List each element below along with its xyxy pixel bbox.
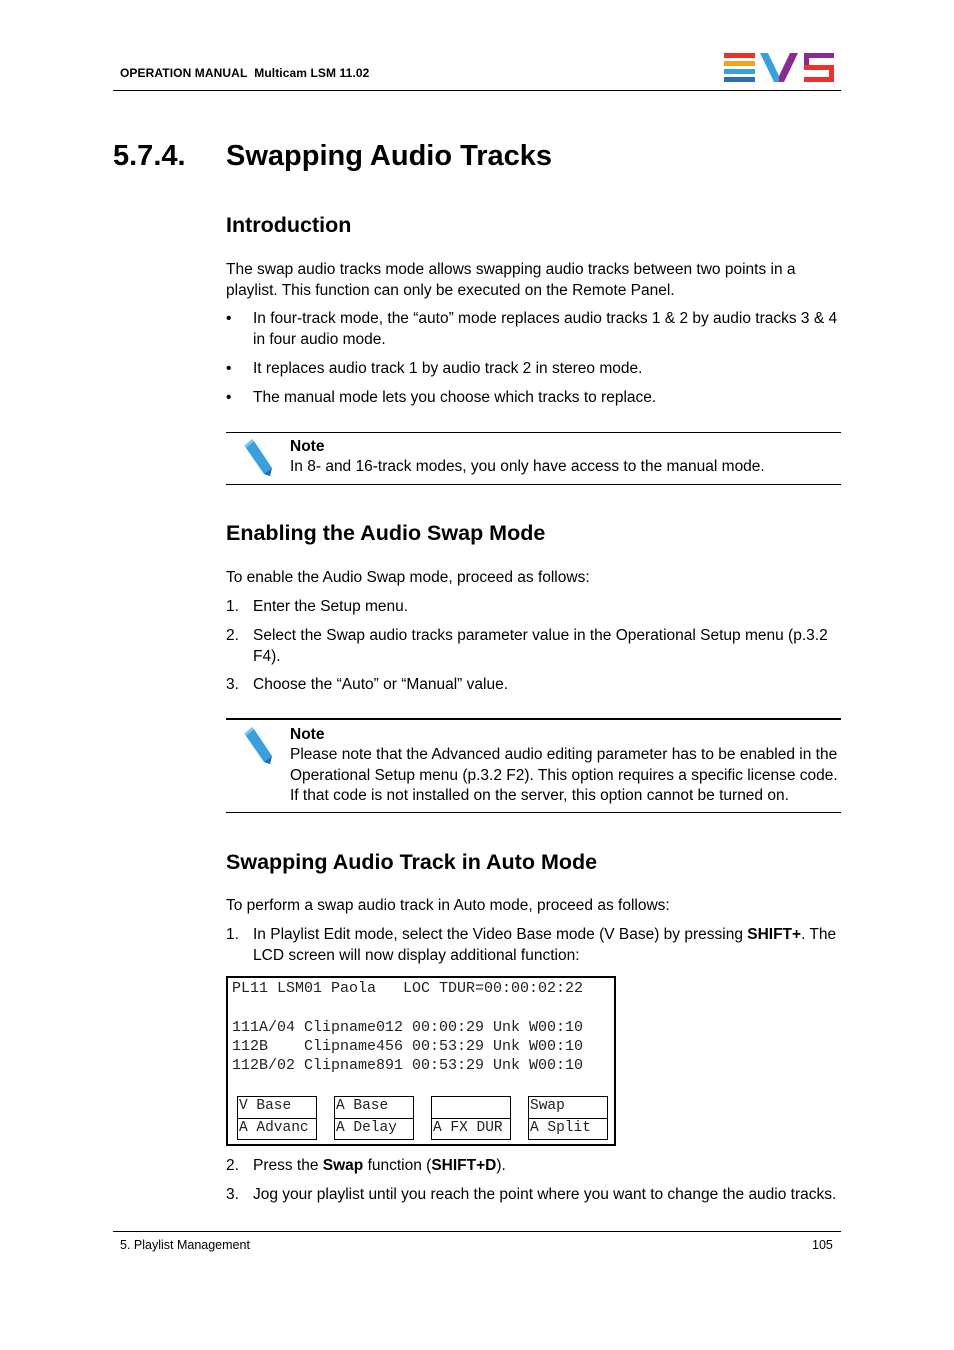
step-item xyxy=(226,596,841,617)
function-key-label: A FX DUR xyxy=(433,1120,503,1136)
introduction-paragraph xyxy=(226,259,841,301)
function-key-label: V Base xyxy=(239,1098,292,1114)
key-combo: SHIFT+D xyxy=(431,1157,497,1174)
manual-label: OPERATION MANUAL xyxy=(120,66,248,80)
product-label: Multicam LSM 11.02 xyxy=(254,66,370,80)
bullet-text: in four audio mode. xyxy=(253,331,386,348)
step-text: Choose the “Auto” or “Manual” value. xyxy=(253,676,509,693)
step-number: 1. xyxy=(226,598,239,615)
bullet-text: It replaces audio track 1 by audio track 2 in stereo mode. xyxy=(253,360,643,377)
note-line: Operational Setup menu (p.3.2 F2). This option requires a specific license code. xyxy=(290,766,838,784)
step-item xyxy=(226,924,841,966)
function-key-label: A Advanc xyxy=(239,1120,309,1136)
logo-e xyxy=(724,53,755,82)
header-rule xyxy=(113,90,841,91)
bullet-marker: • xyxy=(226,389,232,406)
step-number: 2. xyxy=(226,1157,239,1174)
bullet-marker: • xyxy=(226,360,232,377)
lcd-clip-row: 112B Clipname456 00:53:29 Unk W00:10 xyxy=(232,1038,584,1055)
step-text xyxy=(253,924,841,945)
bullet-item xyxy=(226,358,841,379)
logo-v xyxy=(760,53,798,82)
enabling-heading: Enabling the Audio Swap Mode xyxy=(226,521,546,545)
function-name: Swap xyxy=(322,1157,364,1174)
pencil-icon xyxy=(240,438,276,480)
lcd-status-line: PL11 LSM01 Paola LOC TDUR=00:00:02:22 xyxy=(232,980,584,997)
note-bottom-rule xyxy=(226,484,841,485)
footer-chapter: 5. Playlist Management xyxy=(120,1238,250,1252)
function-key-label: A Delay xyxy=(336,1120,397,1136)
logo-s xyxy=(804,53,834,82)
step-text: Select the Swap audio tracks parameter value in the Operational Setup menu (p.3.2 xyxy=(253,627,828,644)
auto-mode-heading: Swapping Audio Track in Auto Mode xyxy=(226,850,598,874)
step-item xyxy=(226,1155,841,1176)
step-item xyxy=(226,1184,841,1205)
note-text: In 8- and 16-track modes, you only have access to the manual mode. xyxy=(290,458,765,475)
step-item xyxy=(226,625,841,667)
note-label: Note xyxy=(290,726,325,743)
step-number: 1. xyxy=(226,926,239,943)
lcd-screen xyxy=(226,976,616,1146)
section-number: 5.7.4. xyxy=(113,140,186,172)
bullet-marker: • xyxy=(226,310,232,327)
step-number: 3. xyxy=(226,1186,239,1203)
bullet-text: In four-track mode, the “auto” mode replaces audio tracks 1 & 2 by audio tracks 3 & 4 xyxy=(253,310,838,327)
step-text xyxy=(253,1155,841,1176)
lcd-clip-row: 112B/02 Clipname891 00:53:29 Unk W00:10 xyxy=(232,1057,584,1074)
function-key-label: A Split xyxy=(530,1120,591,1136)
step-text: Enter the Setup menu. xyxy=(253,598,409,615)
lcd-clip-row: 111A/04 Clipname012 00:00:29 Unk W00:10 xyxy=(232,1019,584,1036)
key-combo: SHIFT+ xyxy=(747,926,802,943)
paragraph-line: The swap audio tracks mode allows swapping audio tracks between two points in a xyxy=(226,261,796,278)
footer-rule xyxy=(113,1231,841,1232)
lcd-function-key xyxy=(334,1096,414,1140)
note-top-rule xyxy=(226,718,841,720)
note-label: Note xyxy=(290,438,325,455)
step-text-part: . The xyxy=(801,926,837,943)
note-text xyxy=(290,745,841,807)
running-header xyxy=(120,66,369,80)
paragraph-line: playlist. This function can only be executed on the Remote Panel. xyxy=(226,282,675,299)
step-text: Jog your playlist until you reach the point where you want to change the audio tracks. xyxy=(253,1186,837,1203)
auto-mode-lead: To perform a swap audio track in Auto mode, proceed as follows: xyxy=(226,897,670,914)
enabling-lead: To enable the Audio Swap mode, proceed as follows: xyxy=(226,569,590,586)
note-line: If that code is not installed on the server, this option cannot be turned on. xyxy=(290,787,789,804)
pencil-icon xyxy=(240,726,276,768)
bullet-item xyxy=(226,308,841,350)
lcd-function-key xyxy=(431,1096,511,1140)
introduction-heading: Introduction xyxy=(226,213,352,237)
step-text-part: function ( xyxy=(363,1157,432,1174)
step-item xyxy=(226,674,841,695)
section-title: Swapping Audio Tracks xyxy=(226,140,553,172)
step-text-part: ). xyxy=(496,1157,506,1174)
bullet-item xyxy=(226,387,841,408)
lcd-function-key xyxy=(237,1096,317,1140)
note-line: Please note that the Advanced audio editing parameter has to be enabled in the xyxy=(290,746,838,763)
function-key-label: Swap xyxy=(530,1098,565,1114)
bullet-text: The manual mode lets you choose which tracks to replace. xyxy=(253,389,657,406)
step-text-part: In Playlist Edit mode, select the Video Base mode (V Base) by pressing xyxy=(253,926,748,943)
step-text: F4). xyxy=(253,648,281,665)
function-key-label: A Base xyxy=(336,1098,389,1114)
step-number: 3. xyxy=(226,676,239,693)
note-top-rule xyxy=(226,432,841,433)
step-text: LCD screen will now display additional function: xyxy=(253,947,580,964)
step-text-part: Press the xyxy=(253,1157,323,1174)
note-bottom-rule xyxy=(226,812,841,813)
lcd-function-key xyxy=(528,1096,608,1140)
page-number: 105 xyxy=(812,1238,833,1252)
evs-logo xyxy=(724,52,836,82)
step-number: 2. xyxy=(226,627,239,644)
